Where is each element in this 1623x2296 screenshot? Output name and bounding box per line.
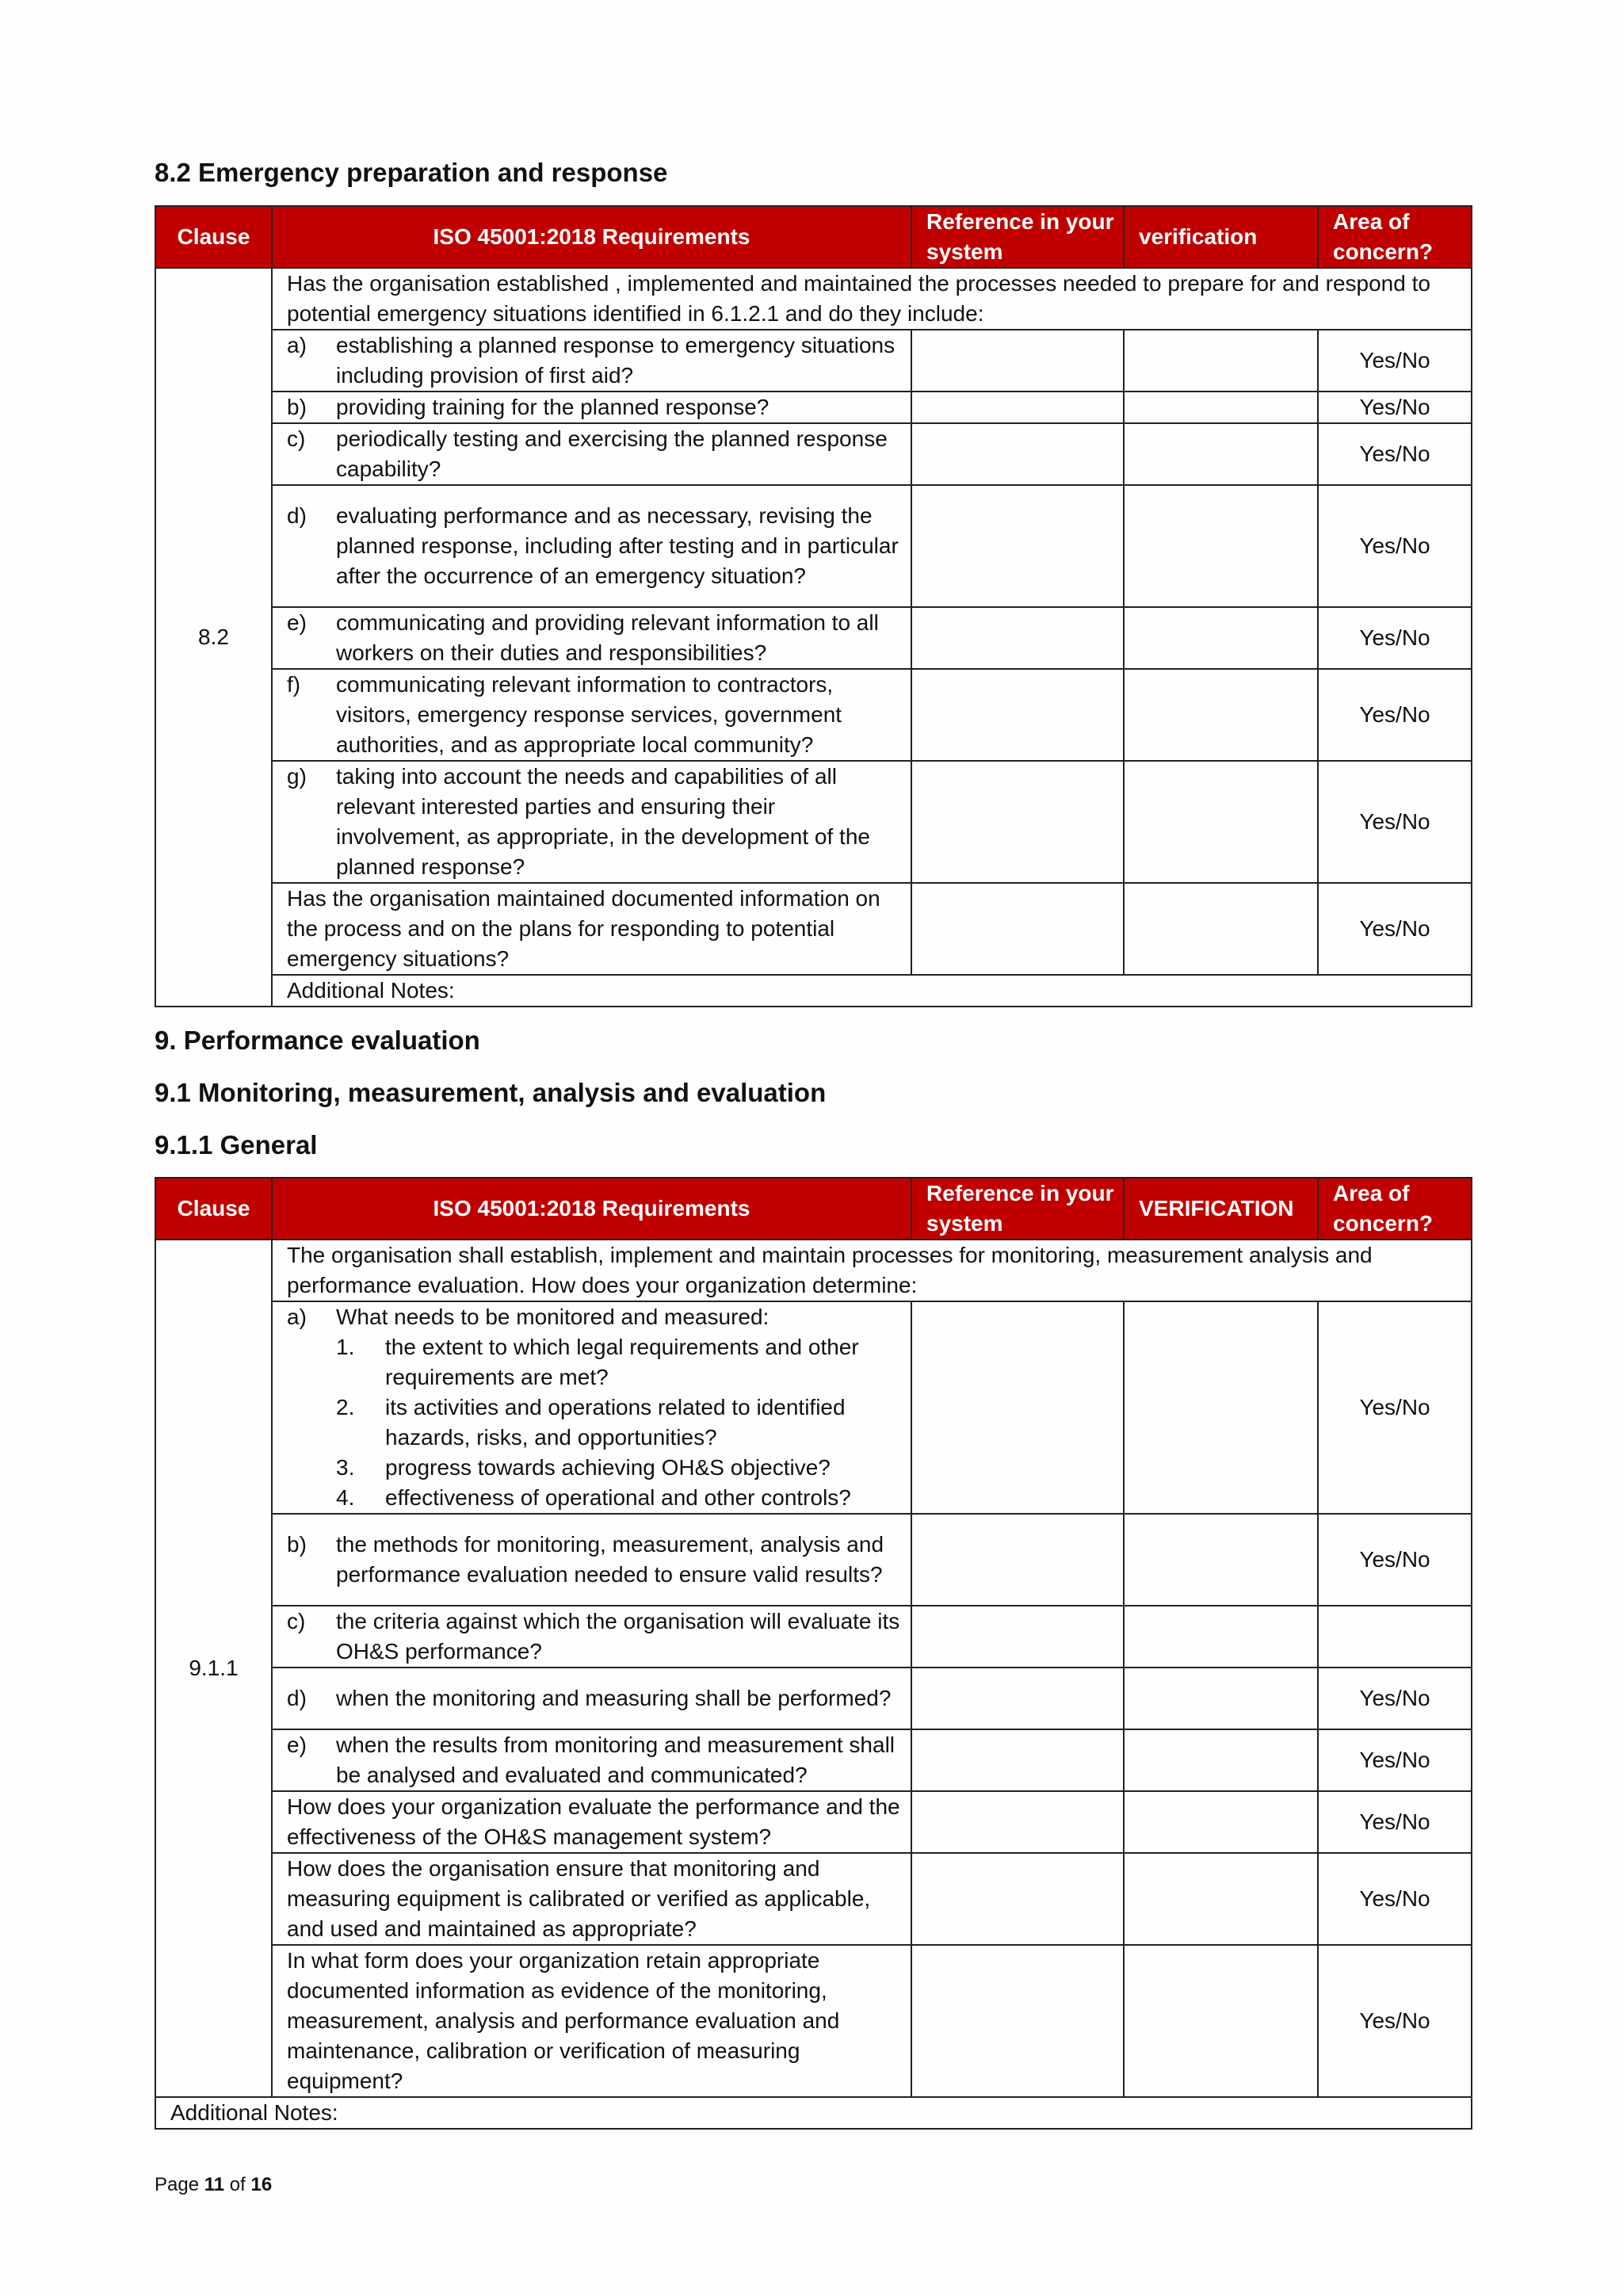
verification-input-cell[interactable]	[1124, 1606, 1318, 1668]
concern-answer[interactable]: Yes/No	[1318, 1301, 1472, 1514]
item-text: establishing a planned response to emergency situations including provision of first aid?	[336, 333, 896, 388]
item-text: when the results from monitoring and measurement shall be analysed and evaluated and communicated?	[336, 1733, 896, 1787]
table-header-row	[155, 206, 1472, 268]
clause-cell: 9.1.1	[155, 1240, 272, 2097]
table-row	[155, 1853, 1472, 1945]
table-row	[155, 1514, 1472, 1606]
header-reference: Reference in your system	[911, 206, 1124, 268]
verification-input-cell[interactable]	[1124, 485, 1318, 607]
item-letter: e)	[287, 1733, 307, 1757]
header-concern: Area of concern?	[1318, 1178, 1472, 1240]
intro-cell: Has the organisation established , implemented and maintained the processes needed to prepare for and respond to potential emergency situations identified in 6.1.2.1 and do they include:	[272, 268, 1472, 330]
reference-input-cell[interactable]	[911, 883, 1124, 975]
reference-input-cell[interactable]	[911, 1853, 1124, 1945]
question-cell: How does the organisation ensure that monitoring and measuring equipment is calibrated or verified as applicable, and used and maintained as appropriate?	[272, 1853, 911, 1945]
item-text: communicating and providing relevant information to all workers on their duties and responsibilities?	[336, 610, 879, 665]
concern-answer[interactable]: Yes/No	[1318, 669, 1472, 761]
concern-answer[interactable]: Yes/No	[1318, 607, 1472, 669]
concern-answer[interactable]	[1318, 1606, 1472, 1668]
reference-input-cell[interactable]	[911, 1791, 1124, 1853]
concern-answer[interactable]: Yes/No	[1318, 1668, 1472, 1729]
concern-answer[interactable]: Yes/No	[1318, 1945, 1472, 2097]
verification-input-cell[interactable]	[1124, 607, 1318, 669]
requirement-cell	[272, 423, 911, 485]
reference-input-cell[interactable]	[911, 1514, 1124, 1606]
subitem-number: 2.	[336, 1395, 355, 1419]
header-clause: Clause	[155, 1178, 272, 1240]
item-text: periodically testing and exercising the planned response capability?	[336, 426, 888, 481]
document-page	[155, 151, 1471, 2130]
item-letter: b)	[287, 395, 307, 419]
requirement-cell	[272, 607, 911, 669]
concern-answer[interactable]: Yes/No	[1318, 883, 1472, 975]
reference-input-cell[interactable]	[911, 330, 1124, 392]
table-row	[155, 423, 1472, 485]
item-text: evaluating performance and as necessary, revising the planned response, including after testing and in particular after the occurrence of an emergency situation?	[336, 503, 899, 588]
table-header-row	[155, 1178, 1472, 1240]
page-footer	[155, 2173, 272, 2197]
of-label: of	[229, 2174, 246, 2195]
notes-row	[155, 975, 1472, 1007]
header-requirements: ISO 45001:2018 Requirements	[272, 1178, 911, 1240]
header-reference: Reference in your system	[911, 1178, 1124, 1240]
item-text: communicating relevant information to contractors, visitors, emergency response services, government authorities, and as appropriate local community?	[336, 672, 842, 757]
table-row	[155, 330, 1472, 392]
item-text: providing training for the planned response?	[336, 395, 769, 419]
concern-answer[interactable]: Yes/No	[1318, 423, 1472, 485]
verification-input-cell[interactable]	[1124, 1668, 1318, 1729]
clause-cell: 8.2	[155, 268, 272, 1007]
verification-input-cell[interactable]	[1124, 1791, 1318, 1853]
concern-answer[interactable]: Yes/No	[1318, 1791, 1472, 1853]
reference-input-cell[interactable]	[911, 669, 1124, 761]
requirement-cell	[272, 1514, 911, 1606]
item-text: What needs to be monitored and measured:	[336, 1305, 769, 1329]
reference-input-cell[interactable]	[911, 1606, 1124, 1668]
item-letter: c)	[287, 1609, 306, 1633]
item-letter: f)	[287, 672, 301, 697]
table-row	[155, 268, 1472, 330]
reference-input-cell[interactable]	[911, 607, 1124, 669]
verification-input-cell[interactable]	[1124, 1729, 1318, 1791]
table-row	[155, 1301, 1472, 1514]
requirement-cell	[272, 392, 911, 423]
concern-answer[interactable]: Yes/No	[1318, 1729, 1472, 1791]
reference-input-cell[interactable]	[911, 392, 1124, 423]
section-heading-9-1-1: 9.1.1 General	[155, 1130, 318, 1159]
requirement-cell	[272, 761, 911, 883]
section-heading-9-1: 9.1 Monitoring, measurement, analysis and evaluation	[155, 1078, 827, 1107]
table-row	[155, 607, 1472, 669]
reference-input-cell[interactable]	[911, 423, 1124, 485]
reference-input-cell[interactable]	[911, 1668, 1124, 1729]
requirement-cell	[272, 485, 911, 607]
item-text: taking into account the needs and capabilities of all relevant interested parties and ensuring their involvement, as appropriate, in the development of the planned response?	[336, 764, 870, 879]
subitem-number: 4.	[336, 1485, 355, 1510]
header-requirements: ISO 45001:2018 Requirements	[272, 206, 911, 268]
subitem-text: the extent to which legal requirements and other requirements are met?	[385, 1335, 859, 1389]
subitem-text: progress towards achieving OH&S objective?	[385, 1455, 831, 1480]
item-letter: g)	[287, 764, 307, 789]
table-row	[155, 1945, 1472, 2097]
question-cell: In what form does your organization retain appropriate documented information as evidence of the monitoring, measurement, analysis and performance evaluation and maintenance, calibration or verification of measuring equipment?	[272, 1945, 911, 2097]
verification-input-cell[interactable]	[1124, 1514, 1318, 1606]
additional-notes[interactable]: Additional Notes:	[155, 2097, 1472, 2129]
page-total: 16	[250, 2174, 273, 2195]
requirement-cell	[272, 1729, 911, 1791]
table-row	[155, 1606, 1472, 1668]
verification-input-cell[interactable]	[1124, 669, 1318, 761]
requirement-cell	[272, 1606, 911, 1668]
page-label: Page	[155, 2174, 200, 2195]
item-letter: d)	[287, 1686, 307, 1710]
reference-input-cell[interactable]	[911, 1301, 1124, 1514]
concern-answer[interactable]: Yes/No	[1318, 1514, 1472, 1606]
item-letter: c)	[287, 426, 306, 451]
page-number: 11	[204, 2174, 225, 2195]
section-heading-9: 9. Performance evaluation	[155, 1026, 480, 1055]
reference-input-cell[interactable]	[911, 1945, 1124, 2097]
verification-input-cell[interactable]	[1124, 392, 1318, 423]
header-verification: VERIFICATION	[1124, 1178, 1318, 1240]
table-row	[155, 1729, 1472, 1791]
item-letter: b)	[287, 1532, 307, 1557]
requirement-cell	[272, 669, 911, 761]
subitem-number: 1.	[336, 1335, 355, 1359]
reference-input-cell[interactable]	[911, 1729, 1124, 1791]
table-row	[155, 1668, 1472, 1729]
table-row	[155, 392, 1472, 423]
table-row	[155, 1240, 1472, 1301]
reference-input-cell[interactable]	[911, 761, 1124, 883]
table-row	[155, 883, 1472, 975]
table-row	[155, 669, 1472, 761]
table-row	[155, 761, 1472, 883]
header-clause: Clause	[155, 206, 272, 268]
subitem-number: 3.	[336, 1455, 355, 1480]
item-text: the methods for monitoring, measurement, analysis and performance evaluation needed to ensure valid results?	[336, 1532, 884, 1587]
item-letter: d)	[287, 503, 307, 528]
item-letter: e)	[287, 610, 307, 635]
item-letter: a)	[287, 333, 307, 357]
verification-input-cell[interactable]	[1124, 883, 1318, 975]
table-row	[155, 1791, 1472, 1853]
table-9-1-1	[155, 1177, 1472, 2130]
reference-input-cell[interactable]	[911, 485, 1124, 607]
concern-answer[interactable]: Yes/No	[1318, 485, 1472, 607]
verification-input-cell[interactable]	[1124, 1853, 1318, 1945]
requirement-cell	[272, 1301, 911, 1514]
verification-input-cell[interactable]	[1124, 1945, 1318, 2097]
table-row	[155, 485, 1472, 607]
section-heading-8-2: 8.2 Emergency preparation and response	[155, 158, 668, 187]
subitem-text: effectiveness of operational and other controls?	[385, 1485, 851, 1510]
question-cell: How does your organization evaluate the performance and the effectiveness of the OH&S management system?	[272, 1791, 911, 1853]
header-verification: verification	[1124, 206, 1318, 268]
intro-cell: The organisation shall establish, implement and maintain processes for monitoring, measurement analysis and performance evaluation. How does your organization determine:	[272, 1240, 1472, 1301]
concern-answer[interactable]: Yes/No	[1318, 392, 1472, 423]
concern-answer[interactable]: Yes/No	[1318, 330, 1472, 392]
item-letter: a)	[287, 1305, 307, 1329]
question-cell: Has the organisation maintained documented information on the process and on the plans for responding to potential emergency situations?	[272, 883, 911, 975]
requirement-cell	[272, 330, 911, 392]
verification-input-cell[interactable]	[1124, 761, 1318, 883]
verification-input-cell[interactable]	[1124, 1301, 1318, 1514]
additional-notes[interactable]: Additional Notes:	[272, 975, 1472, 1007]
item-text: when the monitoring and measuring shall be performed?	[336, 1686, 892, 1710]
verification-input-cell[interactable]	[1124, 423, 1318, 485]
requirement-cell	[272, 1668, 911, 1729]
subitem-text: its activities and operations related to identified hazards, risks, and opportunities?	[385, 1395, 846, 1450]
concern-answer[interactable]: Yes/No	[1318, 761, 1472, 883]
concern-answer[interactable]: Yes/No	[1318, 1853, 1472, 1945]
verification-input-cell[interactable]	[1124, 330, 1318, 392]
notes-row	[155, 2097, 1472, 2129]
header-concern: Area of concern?	[1318, 206, 1472, 268]
table-8-2	[155, 205, 1472, 1007]
item-text: the criteria against which the organisation will evaluate its OH&S performance?	[336, 1609, 900, 1664]
